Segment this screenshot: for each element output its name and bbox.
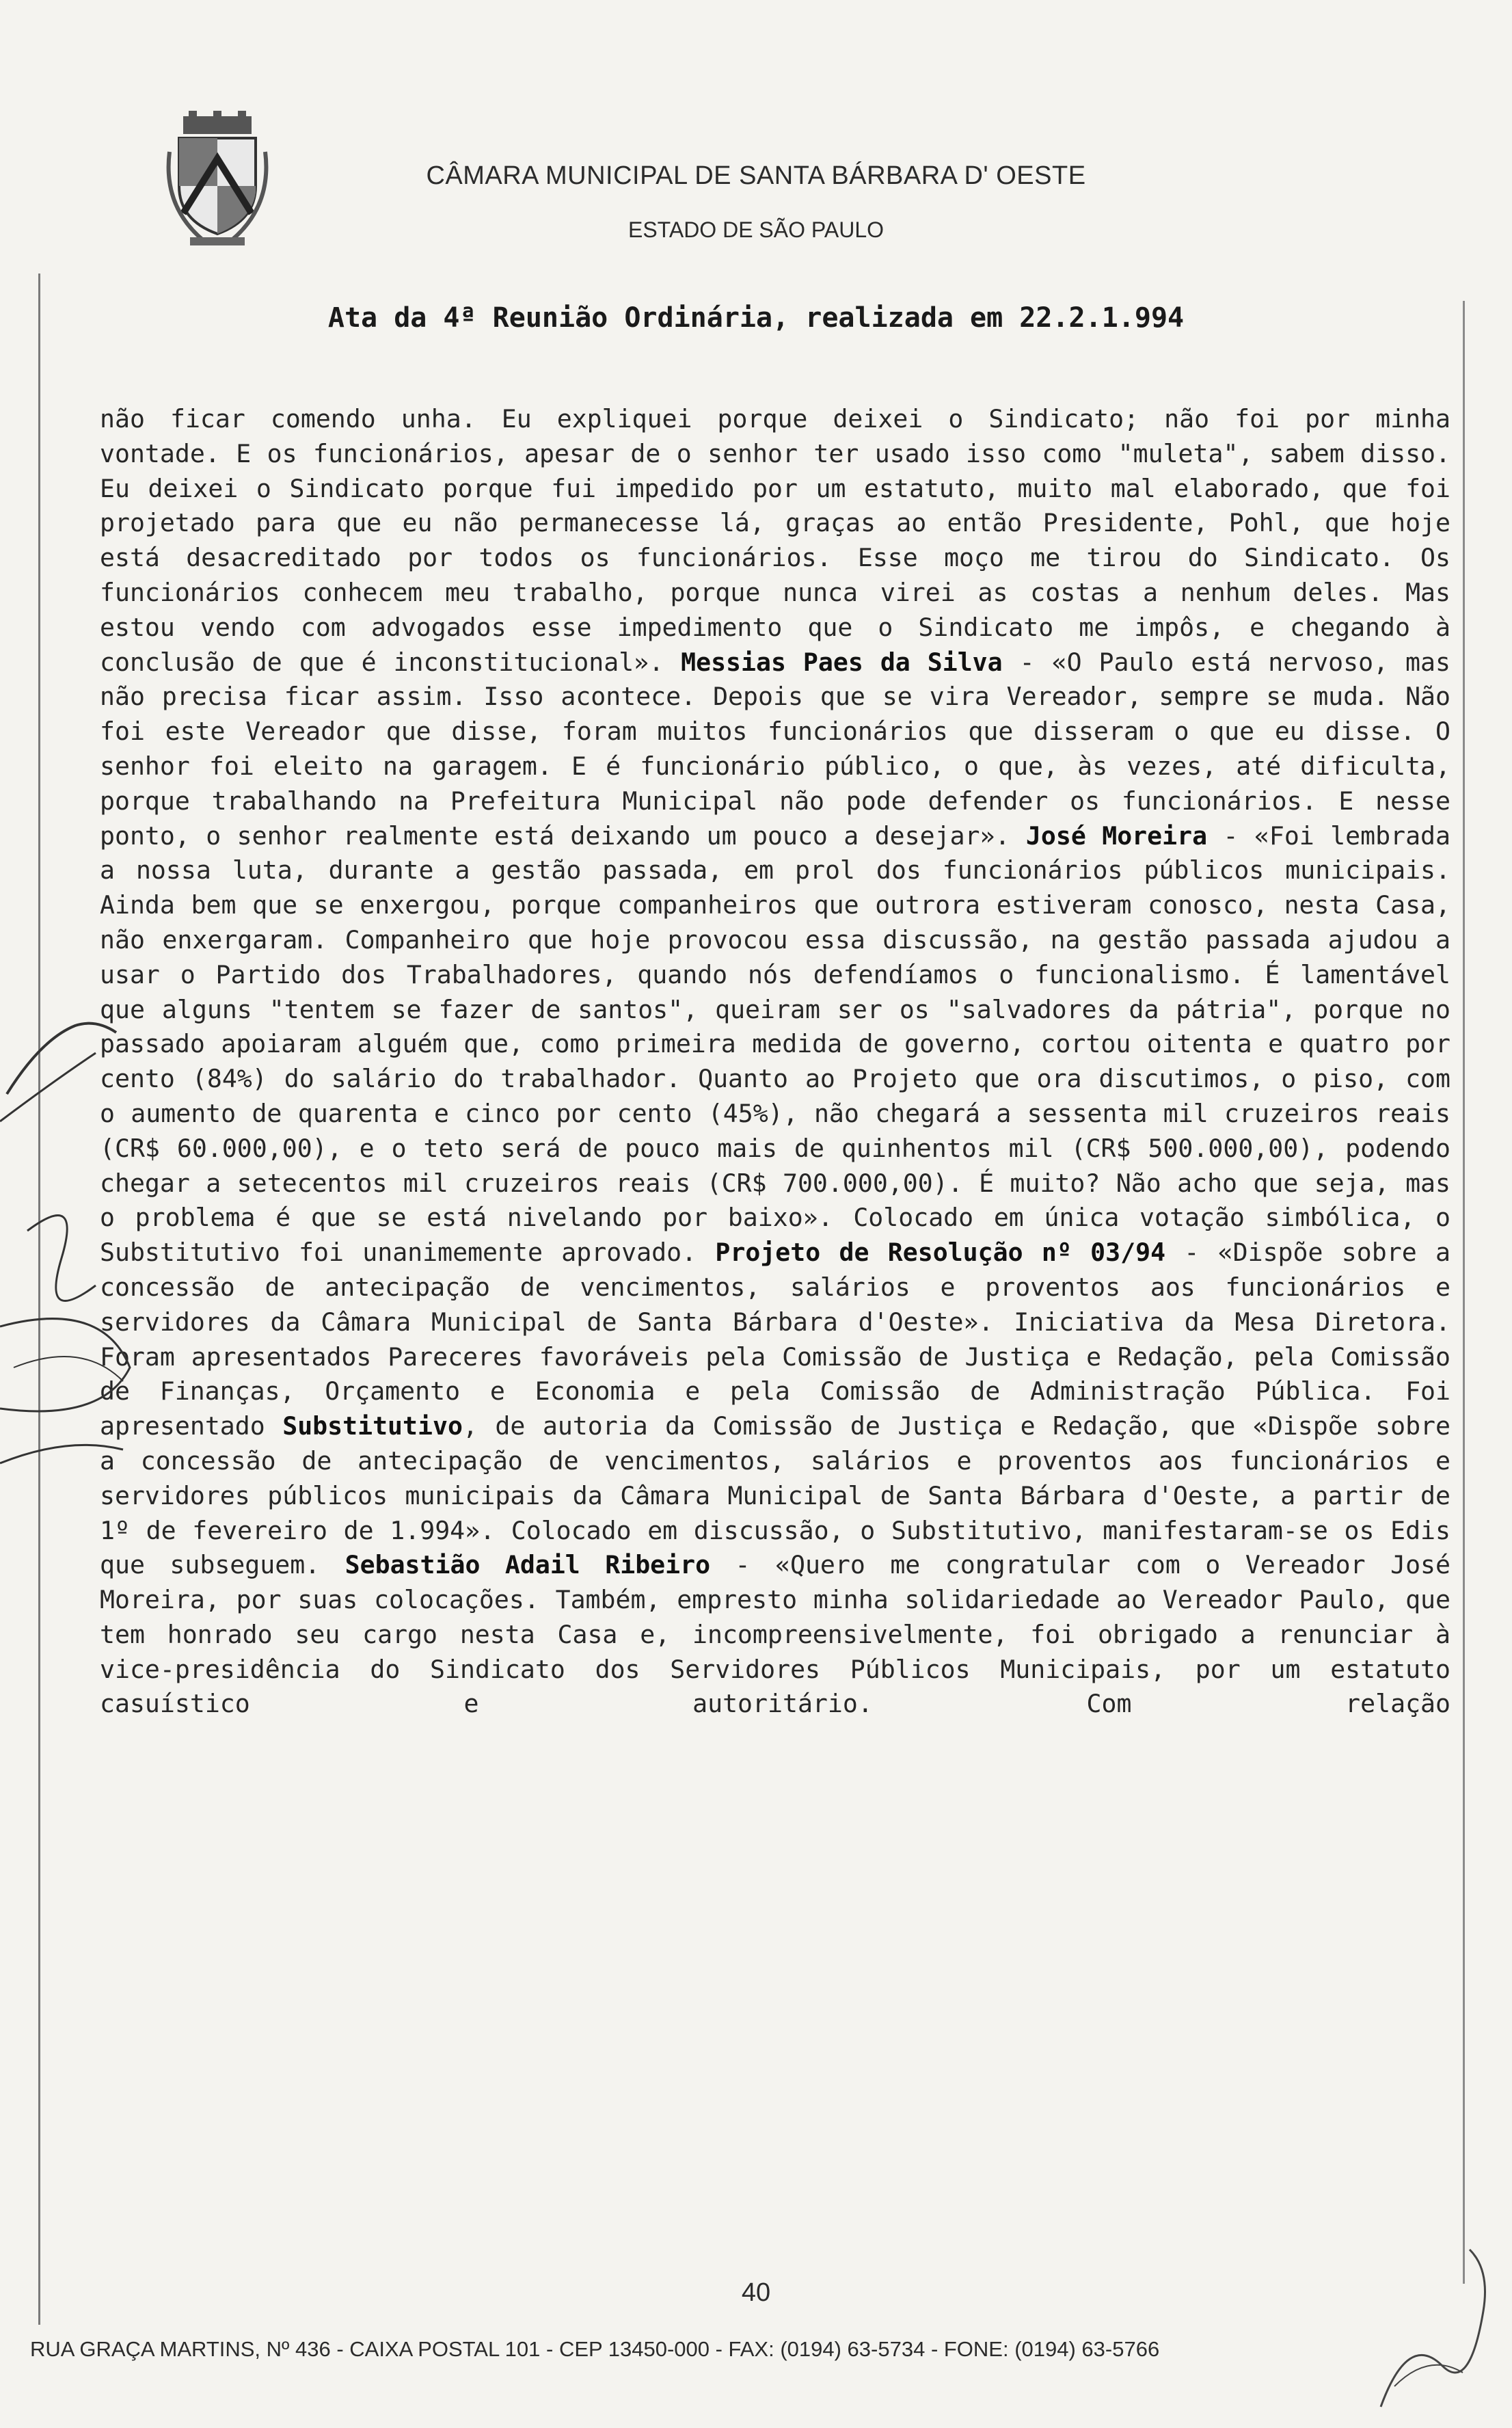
body-text: - «O Paulo está nervoso, mas não precisa ficar assim. Isso acontece. Depois que se vira Vereador, sempre se muda. Não foi este Vereador que disse, foram muitos funcionários que disseram o que eu disse. O senhor foi eleito na garagem. E é funcionário público, o que, às vezes, até dificulta, porque trabalhando na Prefeitura Municipal não pode defender os funcionários. E nesse ponto, o senhor realmente está deixando um pouco a desejar». [100,647,1450,851]
speaker-name: José Moreira [1025,821,1208,851]
document-title: Ata da 4ª Reunião Ordinária, realizada em 22.2.1.994 [327,302,1185,334]
institution-name: CÂMARA MUNICIPAL DE SANTA BÁRBARA D' OESTE [426,161,1086,190]
minutes-paragraph [100,402,1450,1722]
left-margin-rule [38,274,40,2325]
page-number: 40 [741,2278,771,2307]
state-name: ESTADO DE SÃO PAULO [627,217,884,242]
project-title: Projeto de Resolução nº 03/94 [715,1238,1166,1268]
footer-address: RUA GRAÇA MARTINS, Nº 436 - CAIXA POSTAL 101 - CEP 13450-000 - FAX: (0194) 63-5734 - FONE: (0194) 63-5766 [30,2337,1160,2361]
body-text: - «Dispõe sobre a concessão de antecipação de vencimentos, salários e proventos aos funcionários e servidores da Câmara Municipal de Santa Bárbara d'Oeste». Iniciativa da Mesa Diretora. Foram apresentados Pareceres favoráveis pela Comissão de Justiça e Redação, pela Comissão de Finanças, Orçamento e Economia e pela Comissão de Administração Pública. Foi apresentado [100,1238,1450,1441]
body-text: - «Foi lembrada a nossa luta, durante a gestão passada, em prol dos funcionários públicos municipais. Ainda bem que se enxergou, porque companheiros que outrora estiveram conosco, nesta Casa, não enxergaram. Companheiro que hoje provocou essa discussão, na gestão passada ajudou a usar o Partido dos Trabalhadores, quando nós defendíamos o funcionalismo. É lamentável que alguns "tentem se fazer de santos", queiram ser os "salvadores da pátria", porque no passado apoiaram alguém que, como primeira medida de governo, cortou oitenta e quatro por cento (84%) do salário do trabalhador. Quanto ao Projeto que ora discutimos, o piso, com o aumento de quarenta e cinco por cento (45%), não chegará a sessenta mil cruzeiros reais (CR$ 60.000,00), e o teto será de pouco mais de quinhentos mil (CR$ 500.000,00), podendo chegar a setecentos mil cruzeiros reais (CR$ 700.000,00). É muito? Não acho que seja, mas o problema é que se está nivelando por baixo». Colocado em única votação simbólica, o Substitutivo foi unanimemente aprovado. [100,821,1450,1268]
body-text: não ficar comendo unha. Eu expliquei porque deixei o Sindicato; não foi por minha vontade. E os funcionários, apesar de o senhor ter usado isso como "muleta", sabem disso. Eu deixei o Sindicato porque fui impedido por um estatuto, muito mal elaborado, que foi projetado para que eu não permanecesse lá, graças ao então Presidente, Pohl, que hoje está desacreditado por todos os funcionários. Esse moço me tirou do Sindicato. Os funcionários conhecem meu trabalho, porque nunca virei as costas a nenhum deles. Mas estou vendo com advogados esse impedimento que o Sindicato me impôs, e chegando à conclusão de que é inconstitucional». [100,404,1450,677]
speaker-name: Messias Paes da Silva [681,647,1003,677]
body-text: - «Quero me congratular com o Vereador José Moreira, por suas colocações. Também, empresto minha solidariedade ao Vereador Paulo, que tem honrado seu cargo nesta Casa e, incompreensivelmente, foi obrigado a renunciar à vice-presidência do Sindicato dos Servidores Públicos Municipais, por um estatuto casuístico e autoritário. Com relação [100,1550,1450,1719]
body-text: , de autoria da Comissão de Justiça e Redação, que «Dispõe sobre a concessão de antecipação de vencimentos, salários e proventos aos funcionários e servidores públicos municipais da Câmara Municipal de Santa Bárbara d'Oeste, a partir de 1º de fevereiro de 1.994». Colocado em discussão, o Substitutivo, manifestaram-se os Edis que subseguem. [100,1411,1450,1580]
substitutivo-label: Substitutivo [282,1411,463,1441]
speaker-name: Sebastião Adail Ribeiro [345,1550,711,1580]
minutes-body [100,402,1450,1722]
right-margin-rule [1463,301,1465,2284]
corner-signature-icon [1367,2229,1504,2420]
